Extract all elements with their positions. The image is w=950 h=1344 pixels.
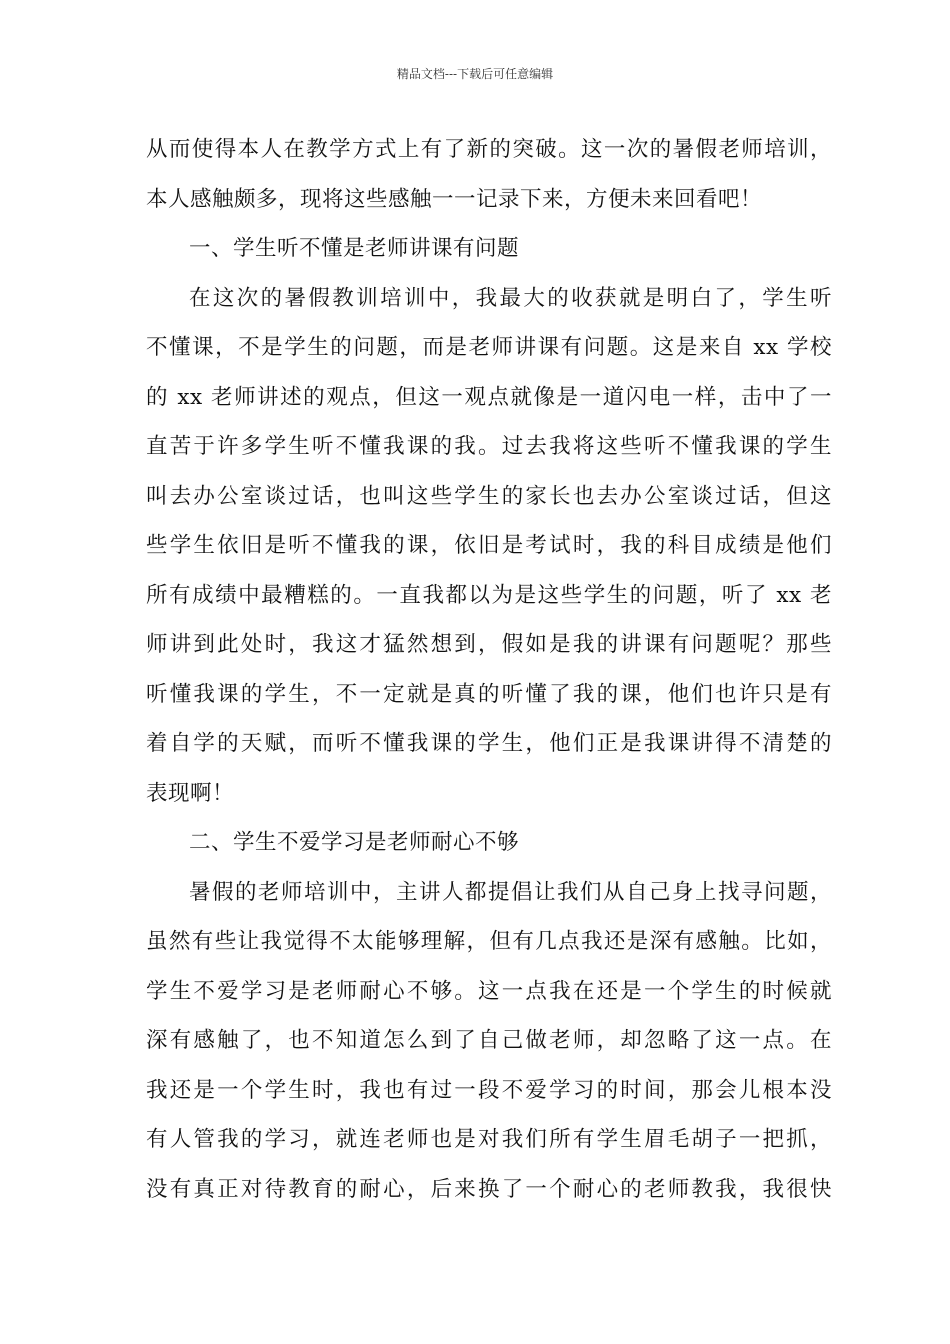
- text-line: 深有感触了，也不知道怎么到了自己做老师，却忽略了这一点。在: [146, 1028, 832, 1053]
- text-line: 从而使得本人在教学方式上有了新的突破。这一次的暑假老师培训，: [146, 137, 832, 162]
- text-line: 暑假的老师培训中，主讲人都提倡让我们从自己身上找寻问题，: [189, 879, 832, 905]
- text-line: 所有成绩中最糟糕的。一直我都以为是这些学生的问题，听了 xx 老: [146, 582, 832, 608]
- text-line: 在这次的暑假教训培训中，我最大的收获就是明白了，学生听: [189, 285, 832, 311]
- text-line: 不懂课，不是学生的问题，而是老师讲课有问题。这是来自 xx 学校: [146, 335, 832, 360]
- text-line: 表现啊！: [146, 780, 235, 806]
- text-line: 本人感触颇多，现将这些感触一一记录下来，方便未来回看吧！: [146, 186, 763, 212]
- text-line: 有人管我的学习，就连老师也是对我们所有学生眉毛胡子一把抓，: [146, 1127, 832, 1152]
- text-line: 些学生依旧是听不懂我的课，依旧是考试时，我的科目成绩是他们: [146, 533, 832, 558]
- text-line: 没有真正对待教育的耐心，后来换了一个耐心的老师教我，我很快: [146, 1176, 832, 1202]
- text-line: 叫去办公室谈过话，也叫这些学生的家长也去办公室谈过话，但这: [146, 483, 832, 509]
- text-line: 师讲到此处时，我这才猛然想到，假如是我的讲课有问题呢？那些: [146, 632, 832, 657]
- page-header: 精品文档---下载后可任意编辑: [396, 67, 554, 81]
- text-line: 直苦于许多学生听不懂我课的我。过去我将这些听不懂我课的学生: [146, 434, 832, 459]
- section-heading: 二、学生不爱学习是老师耐心不够: [189, 830, 520, 855]
- text-line: 听懂我课的学生，不一定就是真的听懂了我的课，他们也许只是有: [146, 681, 832, 707]
- section-heading: 一、学生听不懂是老师讲课有问题: [189, 236, 520, 261]
- text-line: 着自学的天赋，而听不懂我课的学生，他们正是我课讲得不清楚的: [146, 731, 832, 756]
- document-body: [146, 128, 832, 1217]
- text-line: 学生不爱学习是老师耐心不够。这一点我在还是一个学生的时候就: [146, 978, 832, 1004]
- text-line: 的 xx 老师讲述的观点，但这一观点就像是一道闪电一样，击中了一: [146, 384, 832, 410]
- text-line: 虽然有些让我觉得不太能够理解，但有几点我还是深有感触。比如，: [146, 929, 832, 954]
- text-line: 我还是一个学生时，我也有过一段不爱学习的时间，那会儿根本没: [146, 1077, 832, 1103]
